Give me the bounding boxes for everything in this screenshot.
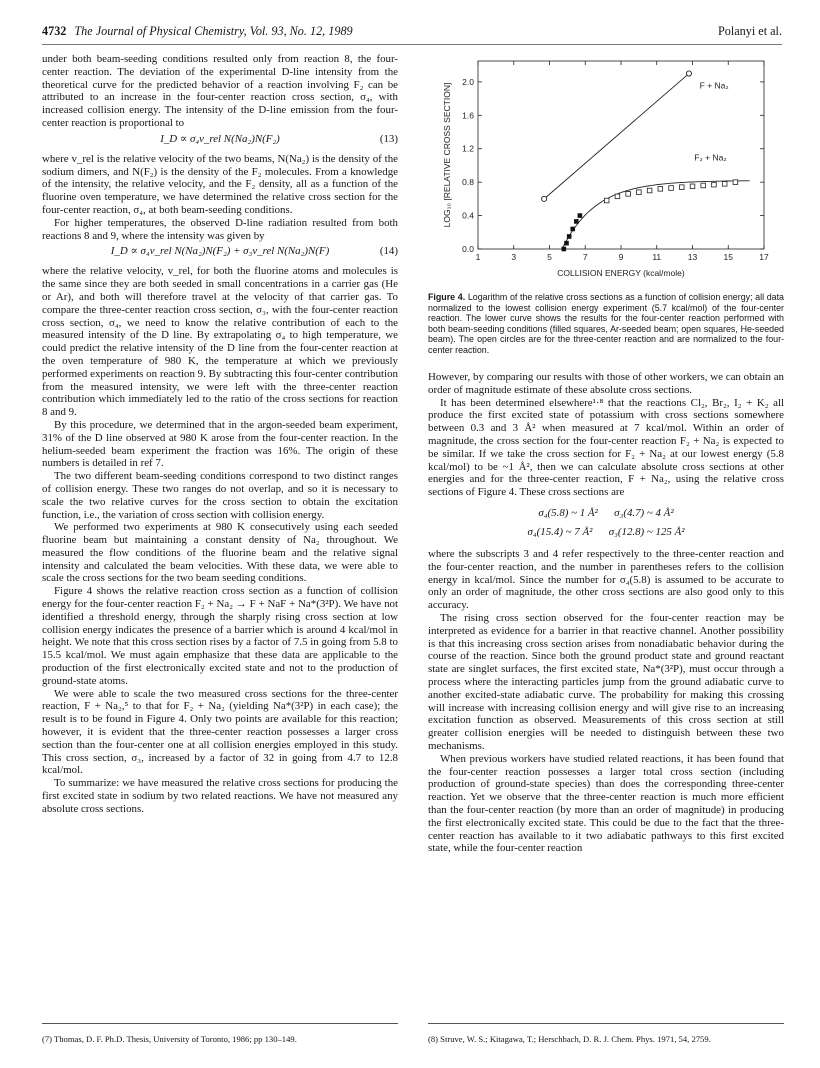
- four-center-he-point: [626, 192, 631, 197]
- x-tick-label: 7: [582, 252, 588, 262]
- running-header: [42, 22, 782, 45]
- cross-section-line: σ₄(15.4) ~ 7 Å² σ₃(12.8) ~ 125 Å²: [527, 525, 685, 538]
- footnote-rule: [42, 1023, 398, 1024]
- paragraph: under both beam-seeding conditions resulted only from reaction 8, the four-center reaction. The deviation of the experimental D-line intensity from the theoretical curve for the predicted behavior of a reaction involving F₂ can be attributed to an increase in the four-center reaction cross section, σ₄, with increased collision energy. The intensity of the D-line emission from the four-center reaction is proportional to: [42, 53, 398, 129]
- cross-section-chart: [428, 53, 784, 286]
- four-center-he-point: [722, 182, 727, 187]
- four-center-he-point: [669, 186, 674, 191]
- equation-number: (13): [379, 132, 398, 145]
- y-tick-label: 0.4: [462, 210, 474, 221]
- equation-expression: I_D ∝ σ₄v_rel N(Na₂)N(F₂): [160, 132, 280, 145]
- four-center-he-point: [690, 184, 695, 189]
- figure-label: Figure 4.: [428, 292, 466, 302]
- x-tick-label: 5: [547, 252, 552, 262]
- y-axis-label: LOG₁₀ [RELATIVE CROSS SECTION]: [442, 82, 452, 228]
- x-tick-label: 17: [759, 252, 769, 262]
- curve-label-four-center: F₂ + Na₂: [694, 152, 727, 163]
- equation-expression: I_D ∝ σ₄v_rel N(Na₂)N(F₂) + σ₃v_rel N(Na₂)N(F): [110, 245, 330, 258]
- footnote-7: (7) Thomas, D. F. Ph.D. Thesis, University of Toronto, 1986; pp 130–149.: [42, 1033, 297, 1044]
- journal-citation: The Journal of Physical Chemistry, Vol. 93, No. 12, 1989: [74, 24, 353, 38]
- four-center-he-point: [647, 188, 652, 193]
- curve-label-three-center: F + Na₂: [699, 80, 729, 91]
- equation-14: [42, 245, 398, 262]
- x-tick-label: 1: [475, 252, 481, 262]
- paragraph: The rising cross section observed for the four-center reaction may be interpreted as evidence for a barrier in that reactive channel. Another possibility is that this increasing cross section arises from nonadiabatic behavior during the course of the reaction. Since both the ground product state and ground reactant state are singlet surfaces, the first excited state, Na*(3²P), must occur through a process where the interacting particles jump from the ground adiabatic curve to another excited-state adiabatic curve. The probability for making this crossing will increase with increasing collision energy and will give rise to an increasing excitation function as observed. Measurements of this cross section at still greater collision energies will be needed to distinguish between these two mechanisms.: [428, 611, 784, 752]
- paragraph: By this procedure, we determined that in the argon-seeded beam experiment, 31% of the D line observed at 980 K arose from the four-center reaction. In the helium-seeded beam experiment the fraction was 16%. The origin of these numbers is detailed in ref 7.: [42, 418, 398, 470]
- four-center-ar-point: [578, 213, 583, 218]
- paragraph: For higher temperatures, the observed D-line radiation resulted from both reactions 8 and 9, where the intensity was given by: [42, 216, 398, 242]
- y-tick-label: 2.0: [462, 76, 474, 87]
- four-center-he-point: [604, 198, 609, 203]
- paragraph: where the subscripts 3 and 4 refer respectively to the three-center reaction and the four-center reaction, and the number in parentheses refers to the collision energy in kcal/mol. Since the number for σ₄(5.8) is assumed to be accurate to only an order of magnitude, the other cross sections are also good only to this accuracy.: [428, 547, 784, 612]
- three-center-point: [686, 71, 691, 76]
- paragraph: where the relative velocity, v_rel, for both the fluorine atoms and molecules is the same since they are both seeded in small concentrations in a carrier gas (He or Ar), and both will therefore travel at the velocity of that carrier gas. To compare the three-center reaction cross section, σ₃, with the four-center reaction cross section, σ₄, we need to know the relative contribution of each to the measured intensity of the D line. By extrapolating σ₄ to high temperature, we could predict the relative intensity of the D line from the four-center reaction at the oven temperature of 980 K, the temperature at which we previously performed experiments on reaction 9. By subtracting this four-center contribution from the measured intensity, we were left with the three-center reaction contribution which immediately led to the ratio of the cross sections for reaction 8 and 9.: [42, 265, 398, 419]
- y-tick-label: 1.6: [462, 110, 474, 121]
- paragraph: It has been determined elsewhere¹·⁸ that the reactions Cl₂, Br₂, I₂ + K₂ all produce the first excited state of potassium with cross sections somewhere between 0.3 and 3 Å² when measured at 7 kcal/mol. Within an order of magnitude, the cross section for the four-center reaction F₂ + Na₂ is expected to be similar. If we take the cross section for F₂ + Na₂ at our lowest energy (5.8 kcal/mol) to be ~1 Å², then we can calculate absolute cross sections at other energies and for the three-center reaction, F + Na₂, using the relative cross sections of Figure 4. These cross sections are: [428, 396, 784, 499]
- four-center-ar-point: [574, 219, 579, 224]
- four-center-he-point: [733, 180, 738, 185]
- four-center-he-point: [658, 187, 663, 192]
- equation-13: [42, 133, 398, 150]
- paragraph: where v_rel is the relative velocity of the two beams, N(Na₂) is the density of the sodium dimers, and N(F₂) is the density of the F₂ molecules. From a knowledge of the intensity, the relative velocity, and the F₂ density, all as a function of the fluorine oven temperature, we have determined the relative cross section for the four-center reaction, σ₄, at both beam-seeding conditions.: [42, 152, 398, 216]
- right-column: [428, 53, 784, 1043]
- footnote-rule: [428, 1023, 784, 1024]
- equation-number: (14): [379, 245, 398, 258]
- x-tick-label: 13: [687, 252, 698, 262]
- figure-4: [428, 53, 784, 286]
- paragraph: To summarize: we have measured the relative cross sections for producing the first excited state in sodium by two related reactions. We have not measured any absolute cross sections.: [42, 777, 398, 815]
- x-tick-label: 15: [723, 252, 733, 262]
- four-center-ar-point: [562, 247, 567, 252]
- paragraph: However, by comparing our results with those of other workers, we can obtain an order of magnitude estimate of these absolute cross sections.: [428, 371, 784, 396]
- y-tick-label: 1.2: [462, 143, 474, 154]
- paragraph: Figure 4 shows the relative reaction cross section as a function of collision energy for the four-center reaction F₂ + Na₂ → F + NaF + Na*(3²P). We have not identified a threshold energy, through the sharply rising cross section at low collision energy indicates the presence of a barrier which is around 4 kcal/mol in height. We note that this cross section rises by a factor of 7.5 in going from 5.8 to 15.5 kcal/mol. We must again emphasize that these data are applicable to the production of the first electronically excited state and not to the production of ground-state atoms.: [42, 585, 398, 687]
- four-center-ar-point: [564, 241, 569, 246]
- page-number: 4732: [42, 24, 67, 38]
- footnote-8: (8) Struve, W. S.; Kitagawa, T.; Herschbach, D. R. J. Chem. Phys. 1971, 54, 2759.: [428, 1033, 711, 1044]
- paragraph: We performed two experiments at 980 K consecutively using each seeded fluorine beam but maintaining a constant density of Na₂ throughout. We measured the flow conditions of the fluorine beam and the relative signal intensity and calculated the beam velocities. With these data, we were able to scale the cross sections for the two beam seeding conditions.: [42, 521, 398, 585]
- paragraph: When previous workers have studied related reactions, it has been found that the four-center reaction possesses a larger total cross section (including production of ground-state species) than does the corresponding three-center reaction. Yet we observe that the three-center reaction is much more efficient than the four-center reaction (by more than an order of magnitude) in producing the first electronically excited state. This could be due to the fact that the three-center reaction has available to it two adiabatic pathways to this first excited state, while the four-center reaction: [428, 752, 784, 855]
- cross-section-values: [428, 504, 784, 542]
- four-center-he-point: [701, 183, 706, 188]
- four-center-he-point: [615, 194, 620, 199]
- x-tick-label: 3: [511, 252, 517, 262]
- header-left: [42, 24, 353, 39]
- left-column: [42, 53, 398, 1033]
- y-tick-label: 0.0: [462, 244, 474, 254]
- y-tick-label: 0.8: [462, 177, 474, 188]
- cross-section-line: σ₄(5.8) ~ 1 Å² σ₃(4.7) ~ 4 Å²: [538, 506, 674, 519]
- three-center-point: [542, 196, 547, 201]
- caption-text: Logarithm of the relative cross sections as a function of collision energy; all data normalized to the lowest collision energy experiment (5.7 kcal/mol) of the four-center reaction. The lower curve shows the results for the four-center reaction performed with both beam-seeding conditions (filled squares, Ar-seeded beam; open squares, He-seeded beam). The open circles are for the three-center reaction and are normalized to the four-center reaction.: [428, 292, 784, 355]
- four-center-ar-point: [567, 234, 572, 239]
- four-center-he-point: [712, 182, 717, 187]
- header-authors: Polanyi et al.: [718, 24, 782, 38]
- right-body: [428, 371, 784, 855]
- four-center-ar-point: [570, 227, 575, 232]
- figure-caption: [428, 292, 784, 355]
- four-center-curve: [562, 181, 750, 249]
- three-center-line: [544, 74, 689, 199]
- x-tick-label: 11: [652, 252, 662, 262]
- paragraph: The two different beam-seeding conditions correspond to two distinct ranges of collision energy. These two ranges do not overlap, and so it is necessary to scale the two relative curves for the cross section to obtain the excitation function, i.e., the variation of cross section with collision energy.: [42, 470, 398, 521]
- x-axis-label: COLLISION ENERGY (kcal/mole): [557, 268, 685, 278]
- x-tick-label: 9: [618, 252, 624, 262]
- paragraph: We were able to scale the two measured cross sections for the three-center reaction, F + Na₂,⁵ to that for F₂ + Na₂ (yielding Na*(3²P) in each case); the result is to be found in Figure 4. Only two points are available for this reaction; however, it is evident that the three-center reaction possesses a larger cross section than the four-center one at all collision energies employed in this study. This cross section, σ₃, increased by a factor of 32 in going from 4.7 to 12.8 kcal/mol.: [42, 687, 398, 777]
- four-center-he-point: [679, 185, 684, 190]
- four-center-he-point: [637, 190, 642, 195]
